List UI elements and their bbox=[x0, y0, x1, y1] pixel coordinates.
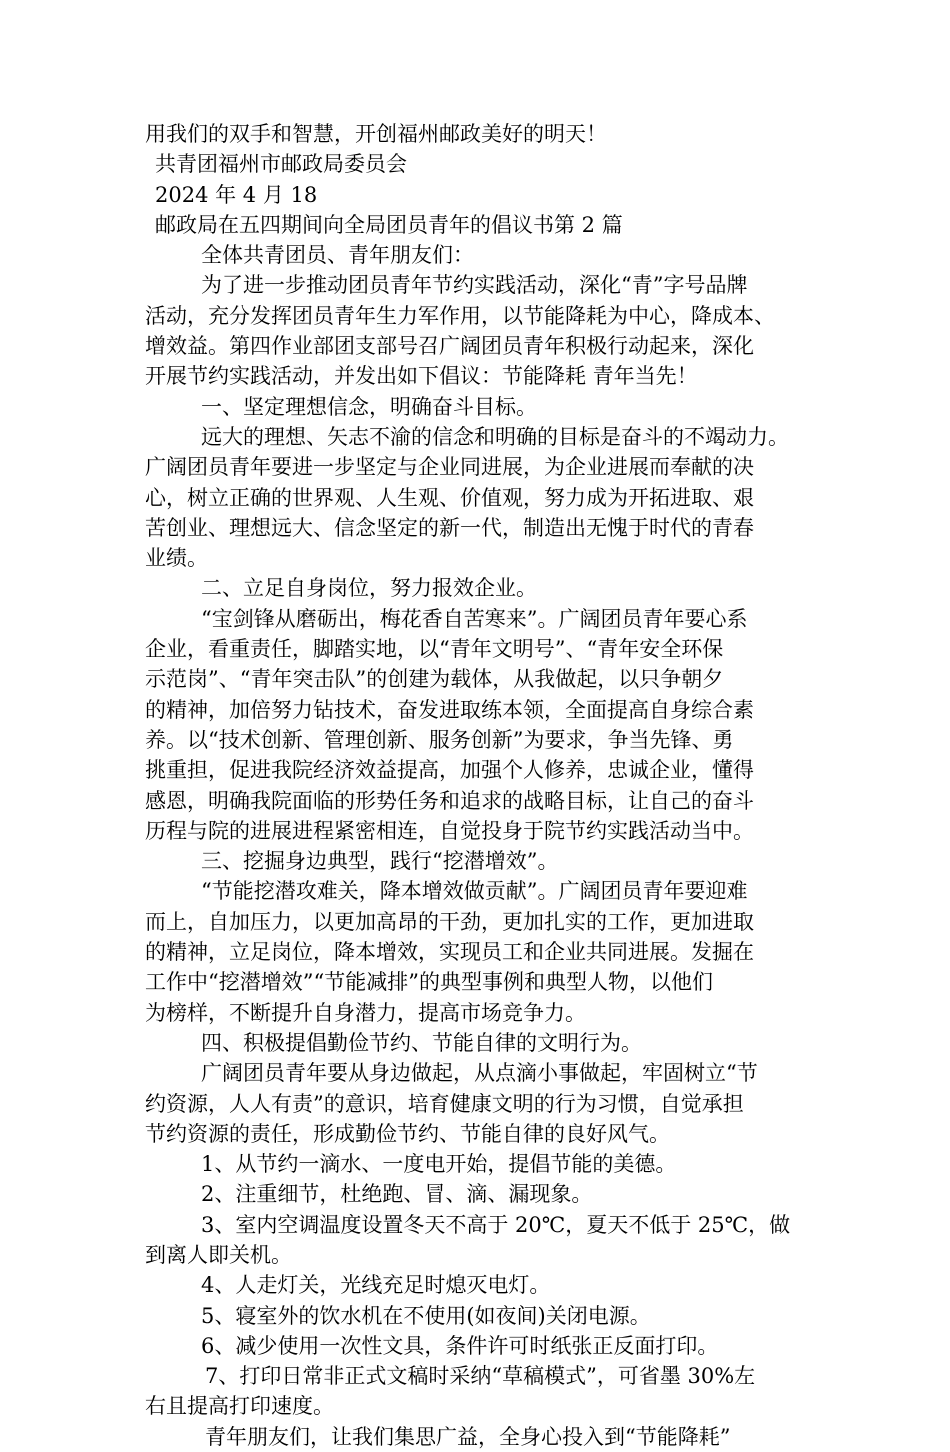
text-line: 远大的理想、矢志不渝的信念和明确的目标是奋斗的不竭动力。 bbox=[201, 424, 789, 449]
text-line: 养。以“技术创新、管理创新、服务创新”为要求，争当先锋、勇 bbox=[145, 727, 734, 752]
text-line: 苦创业、理想远大、信念坚定的新一代，制造出无愧于时代的青春 bbox=[145, 515, 754, 540]
text-line: “宝剑锋从磨砺出，梅花香自苦寒来”。广阔团员青年要心系 bbox=[201, 606, 748, 631]
text-line: 3、室内空调温度设置冬天不高于 20℃，夏天不低于 25℃，做 bbox=[201, 1212, 791, 1237]
text-line: 开展节约实践活动，并发出如下倡议：节能降耗 青年当先！ bbox=[145, 364, 698, 389]
text-line: 1、从节约一滴水、一度电开始，提倡节能的美德。 bbox=[201, 1152, 677, 1177]
text-line: 到离人即关机。 bbox=[145, 1242, 292, 1267]
text-line: 2、注重细节，杜绝跑、冒、滴、漏现象。 bbox=[201, 1182, 593, 1207]
text-line: “节能挖潜攻难关，降本增效做贡献”。广阔团员青年要迎难 bbox=[201, 879, 748, 904]
text-line: 2024 年 4 月 18 bbox=[155, 182, 318, 207]
text-line: 广阔团员青年要进一步坚定与企业同进展，为企业进展而奉献的决 bbox=[145, 455, 754, 480]
text-line: 共青团福州市邮政局委员会 bbox=[155, 152, 407, 177]
text-line: 的精神，立足岗位，降本增效，实现员工和企业共同进展。发掘在 bbox=[145, 940, 754, 965]
text-line: 挑重担，促进我院经济效益提高，加强个人修养，忠诚企业，懂得 bbox=[145, 758, 754, 783]
text-line: 用我们的双手和智慧，开创福州邮政美好的明天！ bbox=[145, 122, 607, 146]
text-line: 4、人走灯关，光线充足时熄灭电灯。 bbox=[201, 1273, 551, 1298]
text-line: 三、挖掘身边典型，践行“挖潜增效”。 bbox=[201, 849, 559, 874]
text-line: 四、积极提倡勤俭节约、节能自律的文明行为。 bbox=[201, 1030, 642, 1055]
text-line: 而上，自加压力，以更加高昂的干劲，更加扎实的工作，更加进取 bbox=[145, 909, 754, 934]
text-line: 业绩。 bbox=[145, 546, 208, 571]
text-line: 一、坚定理想信念，明确奋斗目标。 bbox=[201, 394, 537, 419]
text-line: 的精神，加倍努力钻技术，奋发进取练本领，全面提高自身综合素 bbox=[145, 697, 754, 722]
document-page bbox=[145, 119, 825, 1452]
text-line: 企业，看重责任，脚踏实地，以“青年文明号”、“青年安全环保 bbox=[145, 637, 724, 662]
text-line: 右且提高打印速度。 bbox=[145, 1394, 334, 1419]
text-line: 示范岗”、“青年突击队”的创建为载体，从我做起，以只争朝夕 bbox=[145, 667, 724, 692]
text-line: 7、打印日常非正式文稿时采纳“草稿模式”，可省墨 30%左 bbox=[205, 1364, 756, 1389]
text-line: 增效益。第四作业部团支部号召广阔团员青年积极行动起来，深化 bbox=[145, 334, 754, 359]
text-line: 心，树立正确的世界观、人生观、价值观，努力成为开拓进取、艰 bbox=[145, 485, 754, 510]
text-line: 青年朋友们，让我们集思广益，全身心投入到“节能降耗” bbox=[205, 1424, 731, 1449]
text-line: 节约资源的责任，形成勤俭节约、节能自律的良好风气。 bbox=[145, 1121, 670, 1146]
text-line: 为了进一步推动团员青年节约实践活动，深化“青”字号品牌 bbox=[201, 273, 748, 298]
text-line: 活动，充分发挥团员青年生力军作用，以节能降耗为中心，降成本、 bbox=[145, 303, 775, 328]
text-line: 工作中“挖潜增效”“节能减排”的典型事例和典型人物，以他们 bbox=[145, 970, 713, 995]
text-line: 邮政局在五四期间向全局团员青年的倡议书第 2 篇 bbox=[155, 212, 623, 237]
text-line: 感恩，明确我院面临的形势任务和追求的战略目标，让自己的奋斗 bbox=[145, 788, 754, 813]
text-line: 5、寝室外的饮水机在不使用(如夜间)关闭电源。 bbox=[201, 1303, 651, 1328]
text-line: 广阔团员青年要从身边做起，从点滴小事做起，牢固树立“节 bbox=[201, 1061, 758, 1086]
text-line: 二、立足自身岗位，努力报效企业。 bbox=[201, 576, 537, 601]
text-line: 历程与院的进展进程紧密相连，自觉投身于院节约实践活动当中。 bbox=[145, 818, 754, 843]
text-line: 6、减少使用一次性文具，条件许可时纸张正反面打印。 bbox=[201, 1333, 719, 1358]
text-line: 全体共青团员、青年朋友们： bbox=[201, 243, 474, 268]
text-line: 约资源，人人有责”的意识，培育健康文明的行为习惯，自觉承担 bbox=[145, 1091, 744, 1116]
text-line: 为榜样，不断提升自身潜力，提高市场竞争力。 bbox=[145, 1000, 586, 1025]
